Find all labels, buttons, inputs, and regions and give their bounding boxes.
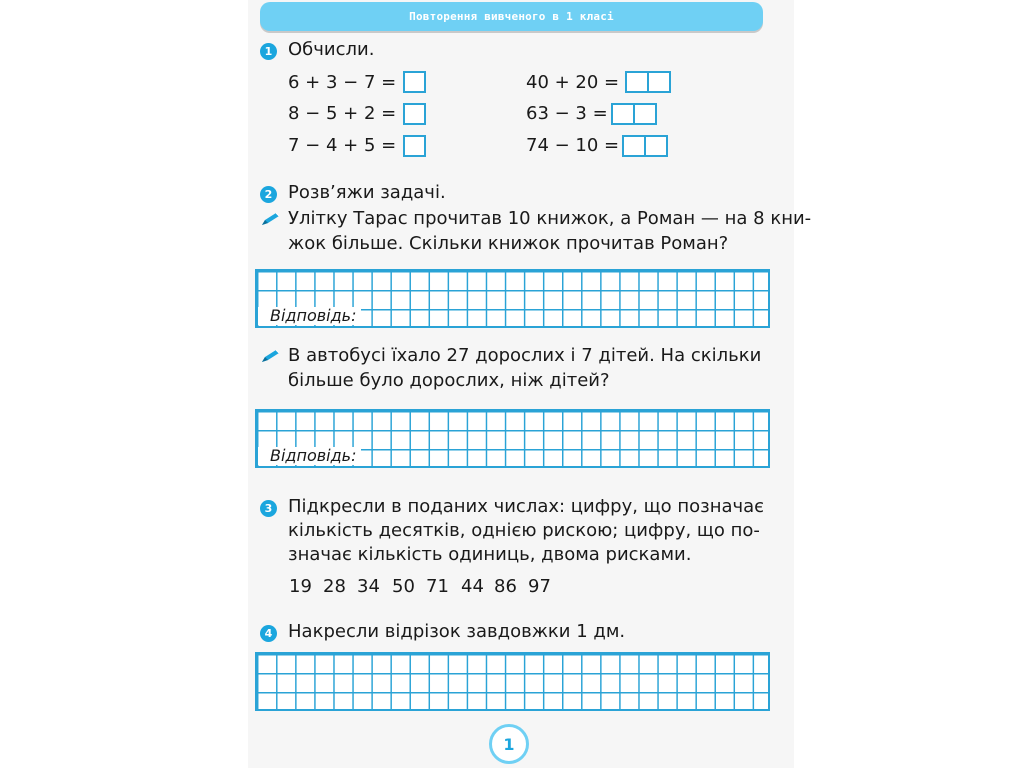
answer-label-2: Відповідь:	[258, 447, 361, 465]
page-number: 1	[489, 724, 529, 764]
problem-1-line-1: Улітку Тарас прочитав 10 книжок, а Роман — на 8 кни-	[288, 208, 812, 229]
task-1-expression-4: 40 + 20 =	[526, 72, 620, 93]
answer-box-2[interactable]	[403, 103, 426, 125]
answer-box-5[interactable]	[611, 103, 657, 125]
task-1-expression-5: 63 − 3 =	[526, 103, 608, 124]
task-3-line-2: кількість десятків, однією рискою; цифру, що по-	[288, 520, 760, 541]
task-3-number-badge: 3	[260, 500, 277, 517]
problem-1-line-2: жок більше. Скільки книжок прочитав Роман?	[288, 233, 729, 254]
task-1-expression-3: 7 − 4 + 5 =	[288, 135, 397, 156]
task-2-title: Розв’яжи задачі.	[288, 182, 446, 203]
problem-2-line-1: В автобусі їхало 27 дорослих і 7 дітей. На скільки	[288, 345, 762, 366]
task-1-expression-6: 74 − 10 =	[526, 135, 620, 156]
task-1-expression-2: 8 − 5 + 2 =	[288, 103, 397, 124]
task-3-number-1: 19	[289, 576, 312, 597]
task-3-number-5: 71	[426, 576, 449, 597]
task-3-line-3: значає кількість одиниць, двома рисками.	[288, 544, 692, 565]
pencil-icon	[260, 211, 282, 227]
task-3-number-6: 44	[461, 576, 484, 597]
workbook-page	[248, 0, 812, 768]
answer-box-6[interactable]	[622, 135, 668, 157]
task-3-number-2: 28	[323, 576, 346, 597]
task-1-title: Обчисли.	[288, 39, 375, 60]
task-3-line-1: Підкресли в поданих числах: цифру, що позначає	[288, 496, 765, 517]
drawing-grid[interactable]	[255, 652, 770, 711]
task-3-number-4: 50	[392, 576, 415, 597]
task-4-title: Накресли відрізок завдовжки 1 дм.	[288, 621, 626, 642]
task-1-expression-1: 6 + 3 − 7 =	[288, 72, 397, 93]
answer-box-4[interactable]	[625, 71, 671, 93]
answer-box-3[interactable]	[403, 135, 426, 157]
task-1-number-badge: 1	[260, 43, 277, 60]
pencil-icon	[260, 348, 282, 364]
task-2-number-badge: 2	[260, 186, 277, 203]
task-3-number-3: 34	[357, 576, 380, 597]
task-3-number-7: 86	[494, 576, 517, 597]
problem-2-line-2: більше було дорослих, ніж дітей?	[288, 370, 610, 391]
answer-label-1: Відповідь:	[258, 307, 361, 325]
answer-box-1[interactable]	[403, 71, 426, 93]
task-3-number-8: 97	[528, 576, 551, 597]
page-header: Повторення вивченого в 1 класі	[260, 2, 763, 31]
task-4-number-badge: 4	[260, 625, 277, 642]
